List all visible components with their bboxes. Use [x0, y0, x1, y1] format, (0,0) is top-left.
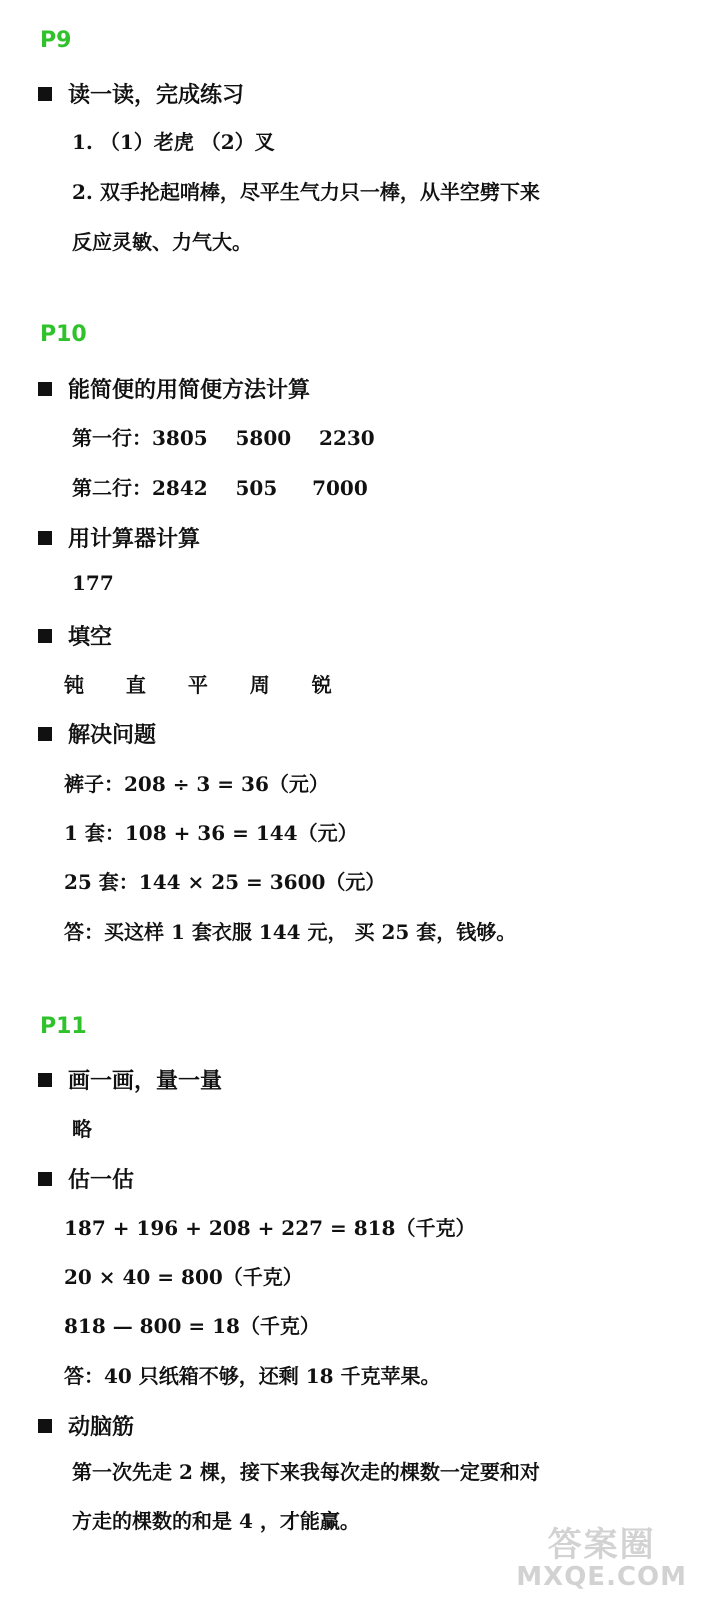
- answer-line: 1 套：108 + 36 = 144（元）: [64, 821, 358, 845]
- bullet-icon: [38, 1172, 52, 1186]
- bullet-icon: [38, 87, 52, 101]
- section-heading-fill-blank: [38, 620, 112, 651]
- section-heading-read: [38, 78, 244, 109]
- answer-line: 818 — 800 = 18（千克）: [64, 1314, 320, 1338]
- section-heading-text: 能简便的用简便方法计算: [68, 378, 311, 403]
- page-label-p9: P9: [40, 28, 72, 53]
- answer-line: 187 + 196 + 208 + 227 = 818（千克）: [64, 1216, 476, 1240]
- section-heading-brain-teaser: [38, 1410, 134, 1441]
- answer-line: 20 × 40 = 800（千克）: [64, 1265, 303, 1289]
- answer-line: 略: [72, 1117, 92, 1141]
- answer-line: 第二行：2842 505 7000: [72, 476, 368, 500]
- bullet-icon: [38, 1419, 52, 1433]
- answer-line: 答：买这样 1 套衣服 144 元， 买 25 套，钱够。: [64, 920, 517, 944]
- section-heading-text: 画一画，量一量: [68, 1069, 223, 1094]
- watermark-logo: [516, 1517, 687, 1592]
- section-heading-estimate: [38, 1163, 134, 1194]
- section-heading-text: 动脑筋: [68, 1415, 135, 1440]
- bullet-icon: [38, 1073, 52, 1087]
- bullet-icon: [38, 629, 52, 643]
- answer-line: 反应灵敏、力气大。: [72, 230, 252, 254]
- watermark-bottom: MXQE.COM: [516, 1562, 687, 1592]
- page-label-p10: P10: [40, 322, 87, 347]
- section-heading-text: 估一估: [68, 1168, 135, 1193]
- section-heading-text: 解决问题: [68, 723, 157, 748]
- answer-line: 1. （1）老虎 （2）叉: [72, 130, 275, 154]
- answer-line: 第一次先走 2 棵，接下来我每次走的棵数一定要和对: [72, 1460, 540, 1484]
- bullet-icon: [38, 382, 52, 396]
- answer-line: 裤子：208 ÷ 3 = 36（元）: [64, 772, 329, 796]
- answer-line: 方走的棵数的和是 4 ，才能赢。: [72, 1509, 360, 1533]
- answer-line: 第一行：3805 5800 2230: [72, 426, 375, 450]
- section-heading-text: 读一读，完成练习: [68, 83, 245, 108]
- section-heading-calculator: [38, 522, 200, 553]
- bullet-icon: [38, 727, 52, 741]
- section-heading-text: 填空: [68, 625, 113, 650]
- section-heading-text: 用计算器计算: [68, 527, 201, 552]
- bullet-icon: [38, 531, 52, 545]
- answer-line: 2. 双手抡起哨棒，尽平生气力只一棒，从半空劈下来: [72, 180, 540, 204]
- answer-line: 钝 直 平 周 锐: [64, 673, 332, 697]
- section-heading-draw-measure: [38, 1064, 222, 1095]
- answer-line: 25 套：144 × 25 = 3600（元）: [64, 870, 386, 894]
- page-label-p11: P11: [40, 1014, 87, 1039]
- answer-line: 答：40 只纸箱不够，还剩 18 千克苹果。: [64, 1364, 441, 1388]
- watermark-top: 答案圈: [547, 1525, 656, 1565]
- section-heading-solve: [38, 718, 156, 749]
- answer-line: 177: [72, 571, 114, 595]
- section-heading-simplify: [38, 373, 310, 404]
